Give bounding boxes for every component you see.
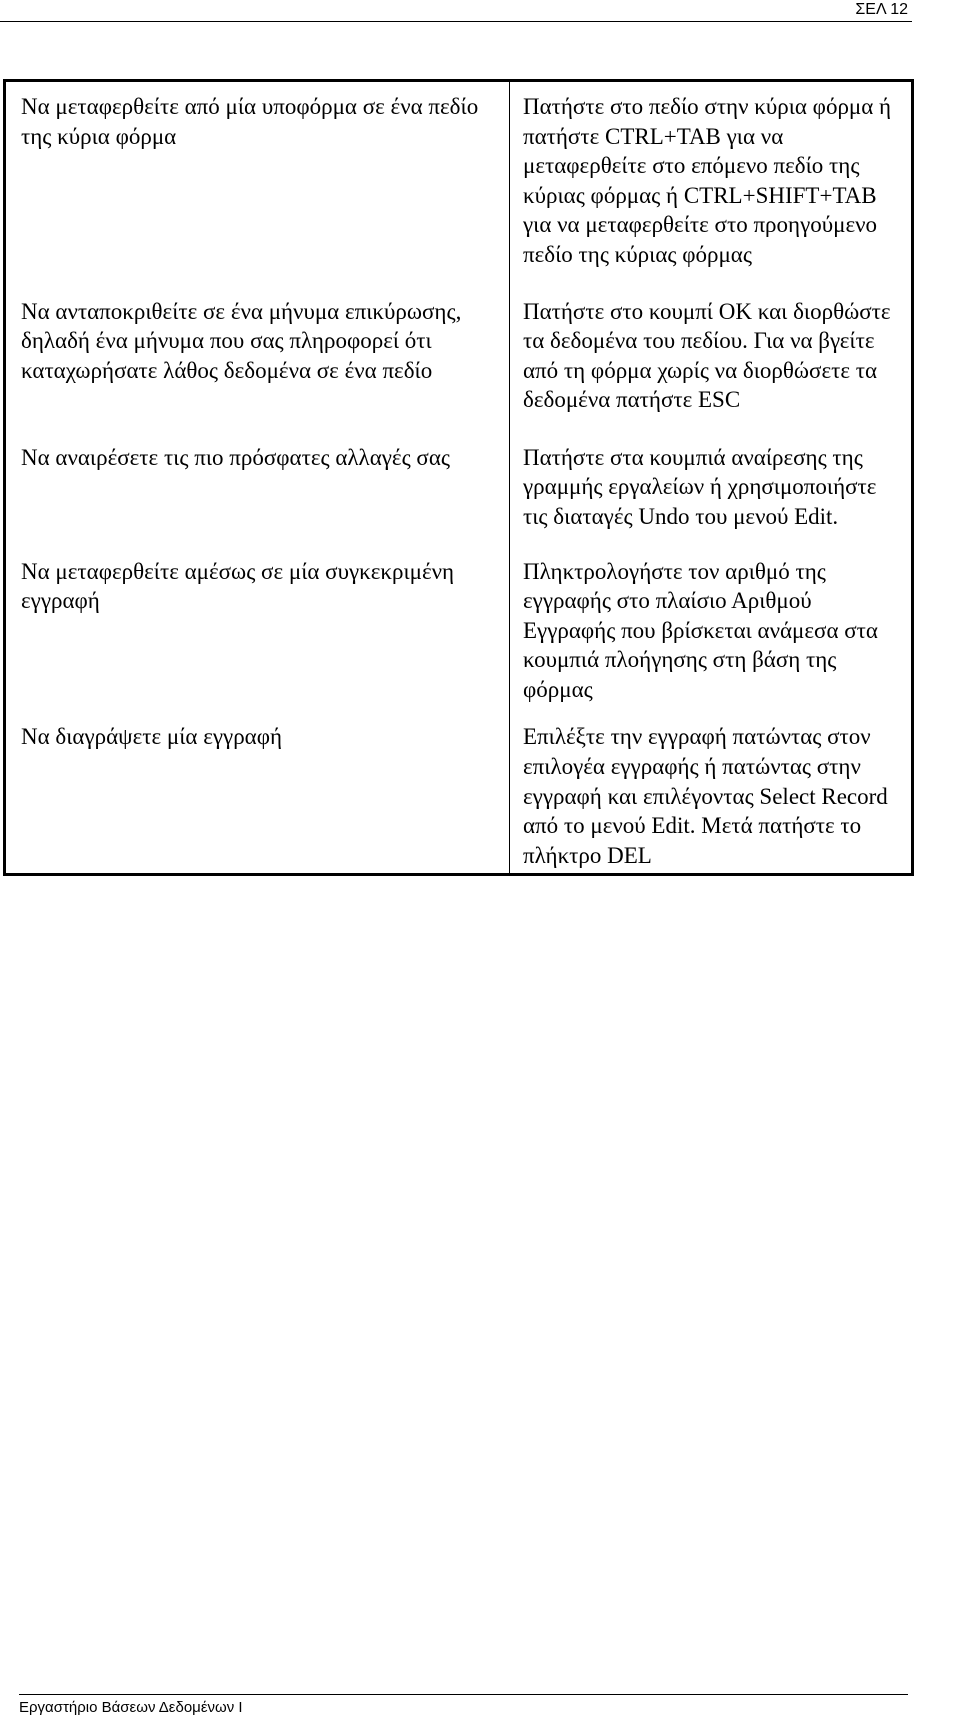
keys-text: Πατήστε στο πεδίο στην κύρια φόρμα ή πατήστε CTRL+TAB για να μεταφερθείτε στο επόμενο πεδίο της κύριας φόρμας ή CTRL+SHIFT+TAB για να μεταφερθείτε στο προηγούμενο πεδίο της κύριας φόρμας xyxy=(523,94,892,267)
table-row xyxy=(5,81,913,277)
action-cell xyxy=(5,81,510,277)
action-text: Να μεταφερθείτε από μία υποφόρμα σε ένα πεδίο της κύρια φόρμα xyxy=(21,94,479,149)
keys-text: Πατήστε στα κουμπιά αναίρεσης της γραμμής εργαλείων ή χρησιμοποιήστε τις διαταγές Undo του μενού Edit. xyxy=(523,444,877,529)
keys-cell xyxy=(510,704,913,874)
table-row xyxy=(5,704,913,874)
keys-cell xyxy=(510,81,913,277)
footer-rule xyxy=(19,1694,908,1695)
keys-text: Πατήστε στο κουμπί ΟΚ και διορθώστε τα δεδομένα του πεδίου. Για να βγείτε από τη φόρμα χωρίς να διορθώσετε τα δεδομένα πατήστε ESC xyxy=(523,298,891,413)
action-text: Να διαγράψετε μία εγγραφή xyxy=(21,724,283,750)
keys-cell xyxy=(510,541,913,705)
action-cell xyxy=(5,277,510,425)
action-text: Να αναιρέσετε τις πιο πρόσφατες αλλαγές σας xyxy=(21,444,450,470)
keys-text: Επιλέξτε την εγγραφή πατώντας στον επιλογέα εγγραφής ή πατώντας στην εγγραφή και επιλέγοντας Select Record από το μενού Edit. Μετά πατήστε το πλήκτρο DEL xyxy=(523,724,888,868)
keys-cell xyxy=(510,277,913,425)
action-text: Να μεταφερθείτε αμέσως σε μία συγκεκριμένη εγγραφή xyxy=(21,558,455,614)
action-text: Να ανταποκριθείτε σε ένα μήνυμα επικύρωσης, δηλαδή ένα μήνυμα που σας πληροφορεί ότι καταχωρήσατε λάθος δεδομένα σε ένα πεδίο xyxy=(21,298,462,383)
table-row xyxy=(5,425,913,541)
table-row xyxy=(5,541,913,705)
shortcut-table xyxy=(3,79,914,876)
keys-text: Πληκτρολογήστε τον αριθμό της εγγραφής στο πλαίσιο Αριθμού Εγγραφής που βρίσκεται ανάμεσα στα κουμπιά πλοήγησης στη βάση της φόρμας xyxy=(523,558,878,702)
keys-cell xyxy=(510,425,913,541)
page-header xyxy=(0,0,960,22)
footer-text: Εργαστήριο Βάσεων Δεδομένων Ι xyxy=(19,1699,243,1716)
table-row xyxy=(5,277,913,425)
action-cell xyxy=(5,704,510,874)
action-cell xyxy=(5,541,510,705)
page-number: ΣΕΛ 12 xyxy=(855,1,908,18)
header-rule xyxy=(0,21,912,22)
action-cell xyxy=(5,425,510,541)
